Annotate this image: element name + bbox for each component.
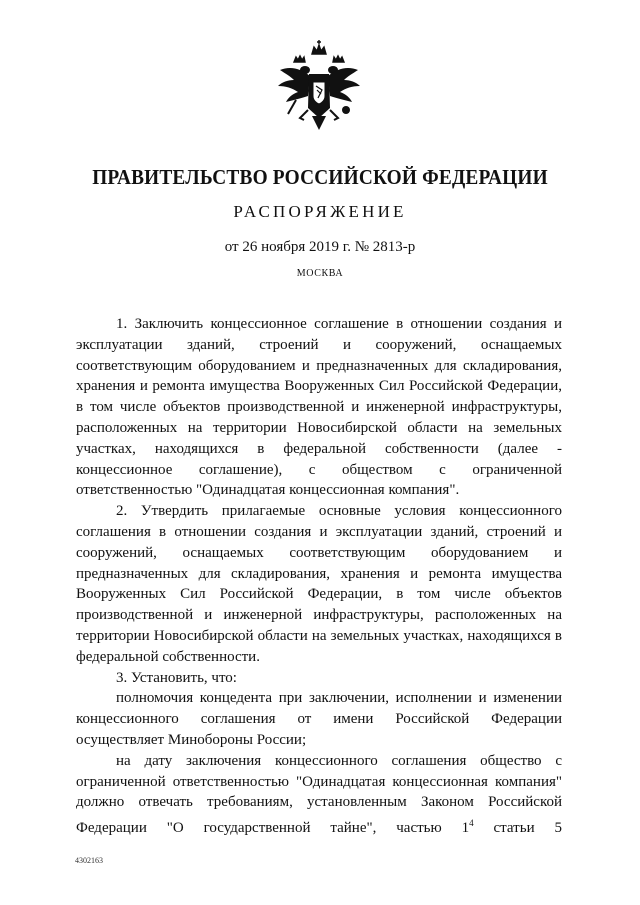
paragraph-4: полномочия концедента при заключении, исполнении и изменении концессионного соглашения от имени Российской Федерации осуществляет Минобороны России; xyxy=(76,690,562,748)
coat-of-arms-icon xyxy=(272,38,366,142)
document-type: РАСПОРЯЖЕНИЕ xyxy=(233,202,407,221)
paragraph-2: 2. Утвердить прилагаемые основные условия концессионного соглашения в отношении создания и эксплуатации зданий, строений и сооружений, оснащаемых соответствующим оборудованием и предназначенных для складирования, хранения и ремонта имущества Вооруженных Сил Российской Федерации, в том числе объектов производственной и инженерной инфраструктуры, расположенных на территории Новосибирской области на земельных участках, находящихся в федеральной собственности. xyxy=(76,503,562,665)
paragraph-5 xyxy=(76,751,562,839)
paragraph-5-suffix: статьи 5 xyxy=(473,820,562,837)
document-body xyxy=(76,314,562,839)
government-title: ПРАВИТЕЛЬСТВО РОССИЙСКОЙ ФЕДЕРАЦИИ xyxy=(92,165,548,189)
paragraph-5-superscript: 4 xyxy=(469,818,474,829)
footer-code: 4302163 xyxy=(75,856,103,865)
paragraph-5-text: на дату заключения концессионного соглашения общество с ограниченной ответственностью "Одинадцатая концессионная компания" должно отвечать требованиям, установленным Законом Российской Федерации "О государственной тайне", частью 1 xyxy=(76,752,562,837)
city-name: МОСКВА xyxy=(296,268,344,279)
paragraph-3: 3. Установить, что: xyxy=(116,669,237,686)
paragraph-1: 1. Заключить концессионное соглашение в отношении создания и эксплуатации зданий, строений и сооружений, оснащаемых соответствующим оборудованием и предназначенных для складирования, хранения и ремонта имущества Вооруженных Сил Российской Федерации, в том числе объектов производственной и инженерной инфраструктуры, расположенных на территории Новосибирской области на земельных участках, находящихся в федеральной собственности (далее - концессионное соглашение), с обществом с ограниченной ответственностью "Одинадцатая концессионная компания". xyxy=(76,316,562,499)
date-and-number: от 26 ноября 2019 г. № 2813-р xyxy=(224,239,416,255)
